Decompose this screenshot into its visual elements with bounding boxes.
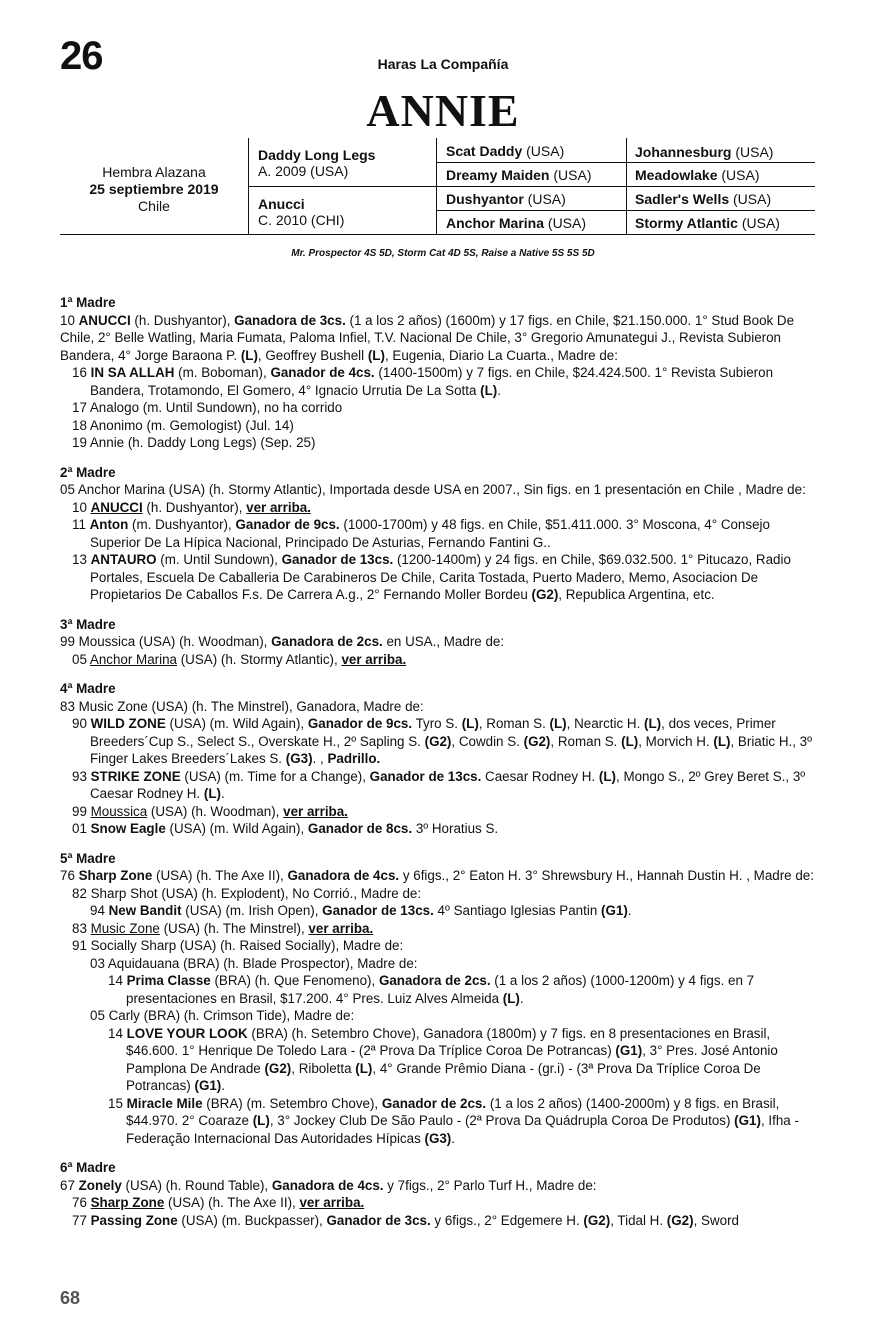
entry-text: 76 <box>60 868 79 883</box>
entry-text: (L) <box>644 716 662 731</box>
entry-text: , Eugenia, Diario La Cuarta., Madre de: <box>384 347 618 363</box>
entry-text: (L) <box>502 990 520 1006</box>
family-entry <box>60 902 820 920</box>
entry-text: 99 <box>72 803 91 819</box>
entry-text: , Tidal H. <box>610 1212 667 1228</box>
entry-text: 19 Annie (h. Daddy Long Legs) (Sep. 25) <box>72 435 316 450</box>
family-entry <box>60 768 820 803</box>
ancestor-gen3 <box>635 144 773 160</box>
entry-text: ver arriba. <box>341 651 407 667</box>
entry-text: . <box>220 786 225 801</box>
horse-name: ANNIE <box>366 85 520 136</box>
entry-text: ANUCCI <box>78 312 131 328</box>
ancestor-gen3 <box>635 167 759 183</box>
entry-text: (USA) (h. The Axe II), <box>152 868 288 883</box>
entry-text: Zonely <box>78 1177 122 1193</box>
entry-text: , dos veces, Primer Breeders´Cup S., Select S., Overskate H., 2º Sapling S. <box>90 716 776 749</box>
entry-text: (h. Dushyantor), <box>142 499 247 515</box>
entry-text: Ganador de 13cs. <box>369 768 482 784</box>
ancestor-gen2 <box>446 167 591 183</box>
entry-text: 11 <box>72 517 90 532</box>
ancestor-name: Johannesburg <box>635 144 732 160</box>
entry-text: Tyro S. <box>412 716 462 731</box>
entry-text: 05 <box>72 651 90 667</box>
entry-text: 90 <box>72 716 91 731</box>
entry-text: Ganador de 8cs. <box>307 821 413 836</box>
entry-text: (m. Dushyantor), <box>128 517 236 532</box>
section-title: 1ª Madre <box>60 295 116 310</box>
family-entry <box>60 1095 820 1148</box>
lot-number: 26 <box>60 34 103 78</box>
entry-text: LOVE YOUR LOOK <box>126 1025 248 1041</box>
entry-text: . <box>451 1130 456 1146</box>
entry-text: Padrillo. <box>327 751 381 766</box>
family-entry <box>60 364 820 399</box>
entry-text: (1 a los 2 años) (1600m) y 17 figs. en Chile, $21.150.000. 1° Stud Book De Chile, 2° Belle Watling, Maria Fumata, Paloma Infiel, T.V. Nacional De Chile, 3° Gregorio Amunategui J., Revista Subieron Bandera, 4° Jorge Baraona P. <box>60 312 795 363</box>
entry-text: . <box>627 903 632 918</box>
entry-text: (G2) <box>583 1212 611 1228</box>
entry-text: , Nearctic H. <box>566 716 645 731</box>
page-number: 68 <box>60 1288 81 1308</box>
sire-cell <box>258 147 375 179</box>
inbreeding-line: Mr. Prospector 4S 5D, Storm Cat 4D 5S, Raise a Native 5S 5S 5D <box>291 248 595 259</box>
family-entry <box>60 715 820 768</box>
entry-text: (L) <box>461 716 479 731</box>
family-entry <box>60 803 820 821</box>
entry-text: (BRA) (h. Que Fenomeno), <box>210 973 379 988</box>
family-entry <box>60 417 820 435</box>
entry-text: 4º Santiago Iglesias Pantin <box>433 903 601 918</box>
ancestor-name: Meadowlake <box>635 167 718 183</box>
entry-text: , Sword <box>693 1212 739 1228</box>
family-entry <box>60 867 820 885</box>
entry-text: (USA) (m. Time for a Change), <box>180 768 370 784</box>
ancestor-country: (USA) <box>549 167 592 183</box>
entry-text: (G2) <box>264 1060 292 1076</box>
family-entry <box>60 651 820 669</box>
entry-text: , Ifha - Federação Internacional Das Autoridades Hípicas <box>126 1113 799 1146</box>
dam-cell <box>258 196 344 228</box>
ancestor-country: (USA) <box>523 191 566 207</box>
entry-text: (L) <box>713 733 731 749</box>
entry-text: Anchor Marina <box>89 651 177 667</box>
ancestor-name: Dushyantor <box>446 191 524 207</box>
entry-text: . <box>519 990 524 1006</box>
ancestor-gen2 <box>446 191 566 207</box>
family-entry <box>60 312 820 365</box>
entry-text: (G1) <box>194 1078 222 1093</box>
pedigree-divider <box>436 162 815 163</box>
family-record <box>60 294 820 1229</box>
entry-text: (USA) (m. Irish Open), <box>181 903 323 918</box>
family-entry <box>60 551 820 604</box>
entry-text: Ganadora de 3cs. <box>234 312 346 328</box>
family-entry <box>60 1007 820 1025</box>
entry-text: . <box>221 1078 226 1093</box>
entry-text: (L) <box>240 347 258 363</box>
entry-text: (USA) (h. Stormy Atlantic), <box>176 651 342 667</box>
family-entry <box>60 481 820 499</box>
family-entry <box>60 1177 820 1195</box>
entry-text: (m. Boboman), <box>174 365 271 380</box>
entry-text: Caesar Rodney H. <box>481 768 599 784</box>
pedigree-table <box>60 138 815 235</box>
entry-text: (G3) <box>285 751 313 766</box>
family-entry <box>60 820 820 838</box>
section-title: 2ª Madre <box>60 464 116 480</box>
entry-text: en USA., Madre de: <box>382 634 505 649</box>
entry-text: 83 <box>72 920 91 936</box>
entry-text: (USA) (h. The Axe II), <box>164 1195 300 1210</box>
entry-text: , Morvich H. <box>638 733 714 749</box>
entry-text: 05 Carly (BRA) (h. Crimson Tide), Madre de: <box>90 1008 355 1023</box>
family-entry <box>60 955 820 973</box>
entry-text: 10 <box>72 499 91 515</box>
entry-text: 91 Socially Sharp (USA) (h. Raised Socially), Madre de: <box>72 938 404 953</box>
ancestor-country: (USA) <box>717 167 760 183</box>
entry-text: . , <box>312 751 328 766</box>
ancestor-name: Dreamy Maiden <box>446 167 550 183</box>
entry-text: , Cowdin S. <box>451 733 524 749</box>
entry-text: (G3) <box>424 1130 452 1146</box>
entry-text: ver arriba. <box>283 803 348 819</box>
entry-text: Ganador de 9cs. <box>235 517 340 532</box>
entry-text: (L) <box>367 347 385 363</box>
ancestor-country: (USA) <box>522 143 565 159</box>
family-entry <box>60 698 820 716</box>
entry-text: Ganadora de 4cs. <box>271 1177 384 1193</box>
entry-text: , Mongo S., 2º Grey Beret S., 3º Caesar Rodney H. <box>90 768 806 801</box>
ancestor-name: Scat Daddy <box>446 143 523 159</box>
sire-info: A. 2009 (USA) <box>258 163 349 179</box>
entry-text: Passing Zone <box>90 1212 178 1228</box>
entry-text: (L) <box>621 733 639 749</box>
entry-text: STRIKE ZONE <box>90 768 181 784</box>
entry-text: Ganador de 3cs. <box>326 1212 431 1228</box>
entry-text: Music Zone <box>90 920 160 936</box>
dam-name: Anucci <box>258 196 305 212</box>
entry-text: y 7figs., 2° Parlo Turf H., Madre de: <box>383 1177 597 1193</box>
section-title: 6ª Madre <box>60 1160 116 1175</box>
entry-text: WILD ZONE <box>90 716 166 731</box>
entry-text: (G1) <box>734 1113 761 1128</box>
entry-text: Ganador de 13cs. <box>281 552 394 567</box>
section-title: 4ª Madre <box>60 681 116 696</box>
entry-text: , 4° Grande Prêmio Diana - (gr.i) - (3ª Prova Da Tríplice Coroa De Potrancas) <box>126 1060 761 1093</box>
entry-text: Ganador de 9cs. <box>307 716 413 731</box>
entry-text: (G2) <box>523 733 551 749</box>
entry-text: (G1) <box>601 903 628 918</box>
breeder-name: Haras La Compañía <box>377 56 509 72</box>
ancestor-gen3 <box>635 215 780 231</box>
ancestor-country: (USA) <box>729 191 772 207</box>
entry-text: (L) <box>480 382 498 398</box>
entry-text: , Roman S. <box>478 716 550 731</box>
entry-text: (G2) <box>666 1212 694 1228</box>
family-entry <box>60 399 820 417</box>
entry-text: 13 <box>72 552 91 567</box>
entry-text: , 3° Jockey Club De São Paulo - (2ª Prova Da Quádrupla Coroa De Produtos) <box>269 1113 735 1128</box>
entry-text: 83 Music Zone (USA) (h. The Minstrel), Ganadora, Madre de: <box>60 698 424 714</box>
entry-text: ver arriba. <box>246 499 311 515</box>
entry-text: (L) <box>203 786 221 801</box>
entry-text: 01 <box>72 821 91 836</box>
entry-text: Sharp Zone <box>90 1195 165 1210</box>
entry-text: 99 Moussica (USA) (h. Woodman), <box>60 634 272 649</box>
section-title: 3ª Madre <box>60 616 116 632</box>
entry-text: , 3° Pres. José Antonio Pamplona De Andrade <box>126 1043 778 1076</box>
pedigree-divider <box>248 186 815 187</box>
pedigree-divider <box>436 210 815 211</box>
entry-text: (1 a los 2 años) (1400-2000m) y 8 figs. en Brasil, $44.970. 2° Coaraze <box>126 1095 780 1128</box>
entry-text: (USA) (m. Buckpasser), <box>177 1212 327 1228</box>
family-entry <box>60 434 820 452</box>
entry-text: (BRA) (h. Setembro Chove), Ganadora (1800m) y 7 figs. en 8 presentaciones en Brasil, $46.600. 1° Henrique De Toledo Lara - (2ª Prova Da Tríplice Coroa De Potrancas) <box>126 1025 771 1058</box>
entry-text: ver arriba. <box>308 920 374 936</box>
entry-text: (h. Dushyantor), <box>130 312 235 328</box>
entry-text: 18 Anonimo (m. Gemologist) (Jul. 14) <box>72 417 294 433</box>
entry-text: , Riboletta <box>291 1060 356 1076</box>
entry-text: Miracle Mile <box>126 1095 203 1111</box>
subject-sex-color: Hembra Alazana <box>102 164 206 180</box>
entry-text: 67 <box>60 1177 79 1193</box>
entry-text: Ganador de 2cs. <box>381 1095 487 1111</box>
entry-text: IN SA ALLAH <box>90 365 175 380</box>
family-entry <box>60 885 820 903</box>
entry-text: , Briatic H., 3º Finger Lakes Breeders´Lakes S. <box>90 733 813 766</box>
entry-text: 10 <box>60 312 79 328</box>
entry-text: Snow Eagle <box>90 821 166 836</box>
entry-text: Ganadora de 2cs. <box>271 634 383 649</box>
family-entry <box>60 1025 820 1095</box>
entry-text: (1 a los 2 años) (1000-1200m) y 4 figs. en 7 presentaciones en Brasil, $17.200. 4° Pres. Luiz Alves Almeida <box>126 973 755 1006</box>
family-entry <box>60 1212 820 1230</box>
subject-country: Chile <box>138 198 170 214</box>
ancestor-country: (USA) <box>731 144 774 160</box>
subject-birth-date: 25 septiembre 2019 <box>89 181 219 197</box>
entry-text: Ganadora de 2cs. <box>378 973 491 988</box>
entry-text: (L) <box>598 768 617 784</box>
ancestor-gen2 <box>446 215 586 231</box>
entry-text: 14 <box>108 973 127 988</box>
entry-text: (USA) (h. Round Table), <box>121 1177 272 1193</box>
entry-text: Ganador de 4cs. <box>270 365 375 380</box>
entry-text: ANTAURO <box>90 552 157 567</box>
family-entry <box>60 972 820 1007</box>
entry-text: 77 <box>72 1212 91 1228</box>
entry-text: ANUCCI <box>90 499 143 515</box>
entry-text: 15 <box>108 1095 127 1111</box>
entry-text: ver arriba. <box>299 1195 365 1210</box>
ancestor-name: Anchor Marina <box>446 215 545 231</box>
entry-text: y 6figs., 2° Edgemere H. <box>430 1212 584 1228</box>
entry-text: (L) <box>252 1113 270 1128</box>
family-entry <box>60 516 820 551</box>
entry-text: 14 <box>108 1025 127 1041</box>
entry-text: 05 Anchor Marina (USA) (h. Stormy Atlantic), Importada desde USA en 2007., Sin figs. en 1 presentación en Chile , Madre de: <box>60 482 806 497</box>
entry-text: (1400-1500m) y 7 figs. en Chile, $24.424.500. 1° Revista Subieron Bandera, Trotamondo, El Gomero, 4° Ignacio Urrutia De La Sotta <box>90 365 774 398</box>
entry-text: (G2) <box>424 733 452 749</box>
ancestor-country: (USA) <box>544 215 587 231</box>
subject-info <box>60 164 248 215</box>
entry-text: (L) <box>549 716 567 731</box>
entry-text: (m. Until Sundown), <box>156 552 282 567</box>
ancestor-country: (USA) <box>737 215 780 231</box>
entry-text: (USA) (h. The Minstrel), <box>159 920 309 936</box>
family-entry <box>60 633 820 651</box>
entry-text: Moussica <box>90 803 148 819</box>
ancestor-gen2 <box>446 143 564 159</box>
entry-text: 76 <box>72 1195 91 1210</box>
entry-text: y 6figs., 2° Eaton H. 3° Shrewsbury H., Hannah Dustin H. , Madre de: <box>399 868 814 883</box>
entry-text: , Republica Argentina, etc. <box>558 587 715 602</box>
entry-text: (USA) (m. Wild Again), <box>165 821 308 836</box>
entry-text: Ganador de 13cs. <box>322 903 434 918</box>
sire-name: Daddy Long Legs <box>258 147 376 163</box>
entry-text: (USA) (h. Woodman), <box>147 803 284 819</box>
entry-text: 03 Aquidauana (BRA) (h. Blade Prospector), Madre de: <box>90 955 418 971</box>
entry-text: (1000-1700m) y 48 figs. en Chile, $51.411.000. 3° Moscona, 4° Consejo Superior De La Hípica Nacional, Principado De Asturias, Fernando Fantini G.. <box>90 517 770 550</box>
entry-text: Prima Classe <box>126 973 211 988</box>
entry-text: (USA) (m. Wild Again), <box>165 716 308 731</box>
entry-text: . <box>497 382 502 398</box>
entry-text: Sharp Zone <box>78 868 153 883</box>
entry-text: 17 Analogo (m. Until Sundown), no ha corrido <box>72 400 343 415</box>
entry-text: 93 <box>72 768 91 784</box>
entry-text: (BRA) (m. Setembro Chove), <box>202 1095 382 1111</box>
family-entry <box>60 1194 820 1212</box>
entry-text: (L) <box>355 1060 373 1076</box>
entry-text: (G2) <box>531 587 559 602</box>
entry-text: , Roman S. <box>550 733 622 749</box>
entry-text: (G1) <box>615 1043 643 1058</box>
family-entry <box>60 920 820 938</box>
entry-text: 16 <box>72 365 91 380</box>
entry-text: Anton <box>89 517 129 532</box>
entry-text: New Bandit <box>108 903 182 918</box>
entry-text: 94 <box>90 903 109 918</box>
entry-text: Ganadora de 4cs. <box>287 868 400 883</box>
ancestor-name: Stormy Atlantic <box>635 215 738 231</box>
section-title: 5ª Madre <box>60 850 116 866</box>
ancestor-gen3 <box>635 191 771 207</box>
entry-text: , Geoffrey Bushell <box>257 347 368 363</box>
family-entry <box>60 937 820 955</box>
ancestor-name: Sadler's Wells <box>635 191 730 207</box>
entry-text: 82 Sharp Shot (USA) (h. Explodent), No Corrió., Madre de: <box>72 885 422 901</box>
dam-info: C. 2010 (CHI) <box>258 212 345 228</box>
family-entry <box>60 499 820 517</box>
entry-text: 3º Horatius S. <box>412 821 499 836</box>
entry-text: (1200-1400m) y 24 figs. en Chile, $69.032.500. 1° Pitucazo, Radio Portales, Escuela De Caballeria De Carabineros De Chile, Carita Tostada, Puerto Madero, Memo, Asociacion De Propietarios De Caballos F.s. De Carrera A.g., 2° Fernando Moller Bordeu <box>90 552 791 602</box>
